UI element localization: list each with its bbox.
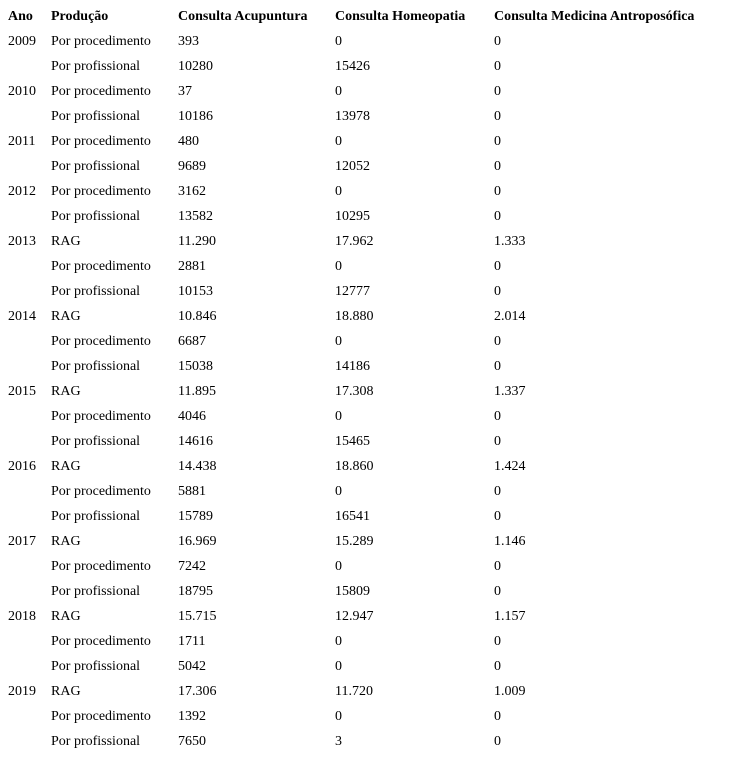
table-row — [6, 229, 732, 254]
cell-producao: Por procedimento — [51, 183, 151, 199]
cell-producao: Por profissional — [51, 58, 141, 74]
cell-acupuntura: 13582 — [178, 208, 213, 224]
cell-homeopatia: 14186 — [335, 358, 370, 374]
cell-acupuntura: 7650 — [178, 733, 206, 749]
cell-ano — [6, 479, 49, 504]
table-row — [6, 554, 732, 579]
table-row — [6, 479, 732, 504]
cell-antroposofica: 2.014 — [494, 308, 526, 324]
cell-ano — [6, 204, 49, 229]
cell-producao: Por procedimento — [51, 333, 151, 349]
cell-producao: Por procedimento — [51, 83, 151, 99]
cell-homeopatia: 0 — [335, 33, 342, 49]
cell-producao: Por procedimento — [51, 708, 151, 724]
cell-antroposofica: 0 — [494, 483, 501, 499]
table-row — [6, 579, 732, 604]
cell-homeopatia: 0 — [335, 483, 342, 499]
cell-homeopatia: 12052 — [335, 158, 370, 174]
cell-producao: RAG — [51, 458, 81, 474]
table-row — [6, 729, 732, 754]
cell-homeopatia: 3 — [335, 733, 342, 749]
table-row — [6, 504, 732, 529]
cell-ano: 2018 — [8, 608, 36, 624]
table-row — [6, 104, 732, 129]
cell-ano — [6, 254, 49, 279]
cell-acupuntura: 15.715 — [178, 608, 217, 624]
cell-homeopatia: 15.289 — [335, 533, 374, 549]
cell-ano: 2019 — [8, 683, 36, 699]
cell-homeopatia: 12.947 — [335, 608, 374, 624]
cell-acupuntura: 2881 — [178, 258, 206, 274]
cell-antroposofica: 0 — [494, 733, 501, 749]
cell-homeopatia: 0 — [335, 83, 342, 99]
header-acupuntura: Consulta Acupuntura — [178, 9, 308, 24]
cell-acupuntura: 1392 — [178, 708, 206, 724]
cell-ano — [6, 429, 49, 454]
cell-acupuntura: 11.290 — [178, 233, 216, 249]
cell-homeopatia: 17.962 — [335, 233, 374, 249]
cell-producao: Por procedimento — [51, 258, 151, 274]
cell-antroposofica: 1.333 — [494, 233, 526, 249]
cell-ano — [6, 579, 49, 604]
cell-antroposofica: 1.337 — [494, 383, 526, 399]
table-row — [6, 704, 732, 729]
cell-ano: 2010 — [8, 83, 36, 99]
cell-ano — [6, 554, 49, 579]
cell-acupuntura: 393 — [178, 33, 199, 49]
cell-producao: RAG — [51, 683, 81, 699]
cell-acupuntura: 5042 — [178, 658, 206, 674]
cell-homeopatia: 0 — [335, 133, 342, 149]
table-row — [6, 79, 732, 104]
cell-producao: Por profissional — [51, 658, 141, 674]
cell-acupuntura: 1711 — [178, 633, 206, 649]
cell-homeopatia: 15809 — [335, 583, 370, 599]
cell-producao: Por profissional — [51, 358, 141, 374]
cell-producao: Por profissional — [51, 433, 141, 449]
cell-acupuntura: 10186 — [178, 108, 213, 124]
cell-acupuntura: 15038 — [178, 358, 213, 374]
cell-ano — [6, 729, 49, 754]
cell-homeopatia: 0 — [335, 708, 342, 724]
cell-homeopatia: 17.308 — [335, 383, 374, 399]
header-row — [6, 5, 732, 29]
cell-ano — [6, 329, 49, 354]
table-row — [6, 54, 732, 79]
cell-acupuntura: 10153 — [178, 283, 213, 299]
cell-antroposofica: 1.424 — [494, 458, 526, 474]
cell-acupuntura: 9689 — [178, 158, 206, 174]
cell-ano: 2012 — [8, 183, 36, 199]
cell-homeopatia: 0 — [335, 408, 342, 424]
cell-ano — [6, 104, 49, 129]
cell-antroposofica: 0 — [494, 183, 501, 199]
cell-producao: Por procedimento — [51, 33, 151, 49]
table-row — [6, 279, 732, 304]
cell-ano — [6, 154, 49, 179]
cell-acupuntura: 7242 — [178, 558, 206, 574]
cell-producao: Por procedimento — [51, 408, 151, 424]
cell-acupuntura: 5881 — [178, 483, 206, 499]
header-ano: Ano — [8, 9, 33, 24]
cell-antroposofica: 0 — [494, 583, 501, 599]
cell-antroposofica: 0 — [494, 358, 501, 374]
cell-acupuntura: 17.306 — [178, 683, 217, 699]
table-row — [6, 154, 732, 179]
cell-producao: Por profissional — [51, 108, 141, 124]
cell-homeopatia: 15426 — [335, 58, 370, 74]
cell-ano: 2013 — [8, 233, 36, 249]
table-body — [6, 29, 732, 754]
cell-homeopatia: 11.720 — [335, 683, 373, 699]
cell-producao: RAG — [51, 233, 81, 249]
cell-antroposofica: 0 — [494, 283, 501, 299]
cell-homeopatia: 10295 — [335, 208, 370, 224]
table-row — [6, 404, 732, 429]
cell-antroposofica: 0 — [494, 633, 501, 649]
cell-acupuntura: 37 — [178, 83, 192, 99]
cell-producao: Por procedimento — [51, 558, 151, 574]
cell-antroposofica: 0 — [494, 58, 501, 74]
cell-antroposofica: 1.146 — [494, 533, 526, 549]
cell-producao: Por profissional — [51, 733, 141, 749]
cell-acupuntura: 14616 — [178, 433, 213, 449]
cell-producao: RAG — [51, 608, 81, 624]
cell-homeopatia: 0 — [335, 658, 342, 674]
cell-homeopatia: 15465 — [335, 433, 370, 449]
table-row — [6, 654, 732, 679]
cell-acupuntura: 6687 — [178, 333, 206, 349]
cell-antroposofica: 0 — [494, 133, 501, 149]
cell-antroposofica: 0 — [494, 558, 501, 574]
cell-ano — [6, 54, 49, 79]
table-row — [6, 529, 732, 554]
table-row — [6, 29, 732, 54]
table-row — [6, 304, 732, 329]
table-row — [6, 679, 732, 704]
cell-homeopatia: 0 — [335, 183, 342, 199]
cell-acupuntura: 10280 — [178, 58, 213, 74]
cell-ano: 2011 — [8, 133, 36, 149]
cell-antroposofica: 0 — [494, 108, 501, 124]
cell-ano — [6, 354, 49, 379]
table-row — [6, 329, 732, 354]
table-row — [6, 129, 732, 154]
cell-antroposofica: 0 — [494, 258, 501, 274]
table-row — [6, 429, 732, 454]
cell-homeopatia: 18.860 — [335, 458, 374, 474]
cell-homeopatia: 18.880 — [335, 308, 374, 324]
cell-homeopatia: 0 — [335, 633, 342, 649]
cell-producao: RAG — [51, 533, 81, 549]
table-row — [6, 379, 732, 404]
cell-ano — [6, 504, 49, 529]
cell-homeopatia: 0 — [335, 333, 342, 349]
table-row — [6, 179, 732, 204]
cell-homeopatia: 12777 — [335, 283, 370, 299]
cell-producao: Por procedimento — [51, 483, 151, 499]
cell-ano: 2009 — [8, 33, 36, 49]
cell-producao: Por profissional — [51, 208, 141, 224]
cell-producao: RAG — [51, 308, 81, 324]
table-row — [6, 254, 732, 279]
production-table — [6, 5, 732, 754]
cell-producao: Por profissional — [51, 158, 141, 174]
cell-producao: Por profissional — [51, 583, 141, 599]
cell-antroposofica: 0 — [494, 708, 501, 724]
cell-antroposofica: 0 — [494, 83, 501, 99]
cell-ano: 2016 — [8, 458, 36, 474]
cell-ano — [6, 404, 49, 429]
cell-antroposofica: 0 — [494, 408, 501, 424]
cell-producao: RAG — [51, 383, 81, 399]
cell-antroposofica: 0 — [494, 208, 501, 224]
cell-producao: Por profissional — [51, 508, 141, 524]
cell-antroposofica: 1.157 — [494, 608, 526, 624]
cell-producao: Por profissional — [51, 283, 141, 299]
cell-ano — [6, 704, 49, 729]
table-row — [6, 454, 732, 479]
cell-producao: Por procedimento — [51, 633, 151, 649]
cell-acupuntura: 11.895 — [178, 383, 216, 399]
cell-ano — [6, 629, 49, 654]
cell-acupuntura: 15789 — [178, 508, 213, 524]
table-row — [6, 604, 732, 629]
table-row — [6, 629, 732, 654]
cell-acupuntura: 4046 — [178, 408, 206, 424]
cell-homeopatia: 0 — [335, 258, 342, 274]
table-header — [6, 5, 732, 29]
cell-antroposofica: 0 — [494, 333, 501, 349]
cell-ano: 2017 — [8, 533, 36, 549]
cell-ano — [6, 654, 49, 679]
table-row — [6, 354, 732, 379]
cell-homeopatia: 16541 — [335, 508, 370, 524]
cell-ano: 2014 — [8, 308, 36, 324]
cell-antroposofica: 0 — [494, 158, 501, 174]
cell-acupuntura: 10.846 — [178, 308, 217, 324]
cell-ano — [6, 279, 49, 304]
cell-producao: Por procedimento — [51, 133, 151, 149]
cell-acupuntura: 14.438 — [178, 458, 217, 474]
header-antroposofica: Consulta Medicina Antroposófica — [494, 9, 695, 24]
cell-antroposofica: 0 — [494, 508, 501, 524]
header-producao: Produção — [51, 9, 109, 24]
cell-antroposofica: 0 — [494, 658, 501, 674]
cell-homeopatia: 0 — [335, 558, 342, 574]
cell-antroposofica: 1.009 — [494, 683, 526, 699]
cell-antroposofica: 0 — [494, 33, 501, 49]
table-row — [6, 204, 732, 229]
cell-ano: 2015 — [8, 383, 36, 399]
header-homeopatia: Consulta Homeopatia — [335, 9, 466, 24]
cell-antroposofica: 0 — [494, 433, 501, 449]
cell-acupuntura: 480 — [178, 133, 199, 149]
cell-acupuntura: 16.969 — [178, 533, 217, 549]
cell-acupuntura: 18795 — [178, 583, 213, 599]
cell-acupuntura: 3162 — [178, 183, 206, 199]
cell-homeopatia: 13978 — [335, 108, 370, 124]
